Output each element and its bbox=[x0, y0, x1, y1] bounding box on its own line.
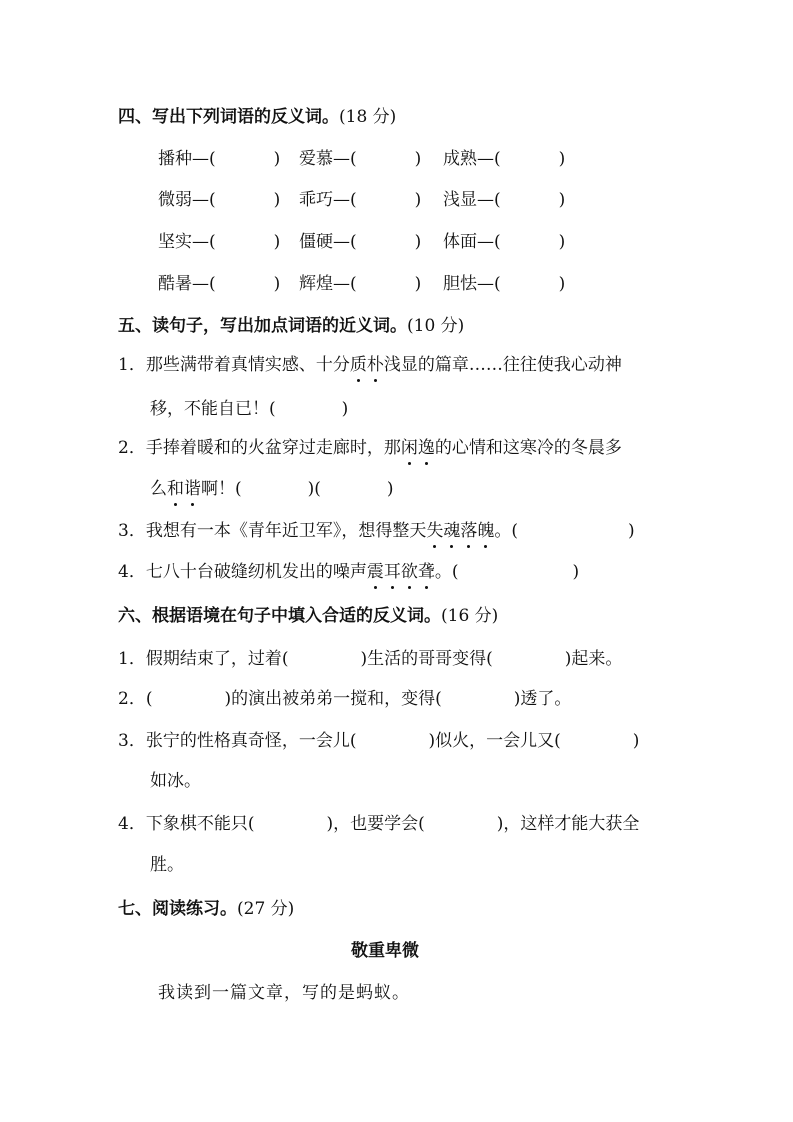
sentence-text: 的心情和这寒冷的冬晨多 bbox=[434, 438, 622, 458]
paren-close: ) bbox=[414, 149, 422, 169]
dotted-char: 欲 bbox=[400, 562, 418, 582]
sentence-text: 手捧着暖和的火盆穿过走廊时，那 bbox=[145, 438, 401, 458]
dotted-char: 闲 bbox=[400, 438, 418, 458]
dotted-char: 谐 bbox=[184, 479, 201, 499]
item-number: 1． bbox=[118, 649, 146, 669]
dotted-char: 失 bbox=[426, 521, 444, 541]
fill-item-3-line2: 如冰。 bbox=[150, 771, 201, 791]
sentence-text: 。( bbox=[494, 521, 518, 541]
dotted-char: 和 bbox=[167, 479, 184, 499]
section7-heading bbox=[118, 898, 294, 920]
sentence-text: 。( bbox=[434, 562, 459, 582]
antonym-cell bbox=[443, 231, 565, 253]
dotted-char: 魂 bbox=[443, 521, 461, 541]
dotted-char: 魄 bbox=[477, 521, 495, 541]
synonym-item-4 bbox=[118, 561, 579, 583]
paren-close: ) bbox=[558, 274, 566, 294]
sentence-text: 浅显的篇章……往往使我心动神 bbox=[383, 355, 622, 375]
sentence-text: 七八十台破缝纫机发出的噪声 bbox=[145, 562, 367, 582]
paren-close: ) bbox=[273, 190, 281, 210]
paren-close: ) bbox=[414, 274, 422, 294]
dotted-char: 聋 bbox=[417, 562, 435, 582]
section6-heading-text: 六、根据语境在句子中填入合适的反义词。 bbox=[118, 606, 441, 626]
paren-close: ) bbox=[273, 149, 281, 169]
dash-paren: —( bbox=[192, 274, 216, 294]
paren-close: ) bbox=[414, 190, 422, 210]
dotted-char: 逸 bbox=[417, 438, 435, 458]
antonym-cell bbox=[158, 273, 280, 295]
fill-item-1 bbox=[118, 648, 622, 670]
paren-close: ) bbox=[273, 232, 281, 252]
dash-paren: —( bbox=[192, 149, 216, 169]
sentence-text: )，也要学会( bbox=[326, 814, 425, 834]
antonym-word: 浅显 bbox=[443, 190, 477, 210]
sentence-text: )的演出被弟弟一搅和，变得( bbox=[224, 689, 442, 709]
dotted-char: 质 bbox=[349, 355, 367, 375]
antonym-cell bbox=[443, 273, 565, 295]
sentence-text: 移，不能自已！( bbox=[150, 399, 276, 419]
antonym-cell bbox=[158, 189, 280, 211]
dotted-char: 耳 bbox=[383, 562, 401, 582]
antonym-word: 坚实 bbox=[158, 232, 192, 252]
dotted-char: 落 bbox=[460, 521, 478, 541]
fill-item-4 bbox=[118, 813, 639, 835]
sentence-text: 假期结束了，过着( bbox=[145, 649, 289, 669]
antonym-cell bbox=[299, 273, 421, 295]
paren-close: ) bbox=[627, 521, 635, 541]
item-number: 2． bbox=[118, 438, 146, 458]
synonym-item-3 bbox=[118, 520, 635, 542]
paren-close: ) bbox=[341, 399, 349, 419]
paren-close: ) bbox=[273, 274, 281, 294]
article-title: 敬重卑微 bbox=[351, 941, 419, 961]
sentence-text: )起来。 bbox=[564, 649, 623, 669]
dash-paren: —( bbox=[333, 149, 357, 169]
antonym-word: 酷暑 bbox=[158, 274, 192, 294]
antonym-cell bbox=[299, 148, 421, 170]
section6-heading bbox=[118, 605, 498, 627]
fill-item-3 bbox=[118, 730, 639, 752]
paren-close: ) bbox=[307, 479, 315, 499]
paren-close: ) bbox=[414, 232, 422, 252]
dash-paren: —( bbox=[192, 232, 216, 252]
antonym-cell bbox=[299, 231, 421, 253]
dash-paren: —( bbox=[333, 274, 357, 294]
synonym-item-2-line2: 么和谐啊！( )( ) bbox=[150, 479, 394, 499]
sentence-text: 下象棋不能只( bbox=[145, 814, 255, 834]
antonym-cell bbox=[443, 189, 565, 211]
antonym-word: 辉煌 bbox=[299, 274, 333, 294]
section5-heading bbox=[118, 315, 464, 337]
dash-paren: —( bbox=[477, 149, 501, 169]
antonym-word: 爱慕 bbox=[299, 149, 333, 169]
dotted-word bbox=[367, 562, 435, 582]
antonym-word: 乖巧 bbox=[299, 190, 333, 210]
section5-heading-text: 五、读句子，写出加点词语的近义词。 bbox=[118, 316, 407, 336]
antonym-word: 胆怯 bbox=[443, 274, 477, 294]
sentence-text: )似火，一会儿又( bbox=[428, 731, 561, 751]
synonym-item-2 bbox=[118, 437, 622, 459]
sentence-text: )生活的哥哥变得( bbox=[360, 649, 493, 669]
item-number: 3． bbox=[118, 521, 146, 541]
dotted-word bbox=[426, 521, 494, 541]
antonym-cell bbox=[158, 148, 280, 170]
sentence-text: ( bbox=[145, 689, 153, 709]
dash-paren: —( bbox=[333, 190, 357, 210]
item-number: 4． bbox=[118, 562, 146, 582]
dash-paren: —( bbox=[333, 232, 357, 252]
antonym-word: 体面 bbox=[443, 232, 477, 252]
fill-item-2 bbox=[118, 688, 571, 710]
item-number: 4． bbox=[118, 814, 146, 834]
antonym-cell bbox=[443, 148, 565, 170]
dotted-word bbox=[167, 479, 201, 499]
dotted-char: 朴 bbox=[366, 355, 384, 375]
dotted-char: 震 bbox=[366, 562, 384, 582]
section7-points: (27 分) bbox=[237, 899, 295, 919]
dash-paren: —( bbox=[477, 274, 501, 294]
antonym-cell bbox=[158, 231, 280, 253]
antonym-word: 僵硬 bbox=[299, 232, 333, 252]
synonym-item-1 bbox=[118, 354, 622, 376]
sentence-text: ) bbox=[632, 731, 640, 751]
sentence-text: 张宁的性格真奇怪，一会儿( bbox=[145, 731, 357, 751]
dotted-word bbox=[401, 438, 435, 458]
antonym-word: 播种 bbox=[158, 149, 192, 169]
antonym-word: 成熟 bbox=[443, 149, 477, 169]
dash-paren: —( bbox=[477, 232, 501, 252]
paren-close: ) bbox=[572, 562, 580, 582]
dash-paren: —( bbox=[477, 190, 501, 210]
section5-points: (10 分) bbox=[407, 316, 465, 336]
antonym-cell bbox=[299, 189, 421, 211]
sentence-text: 啊！( bbox=[201, 479, 242, 499]
sentence-text: )，这样才能大获全 bbox=[496, 814, 640, 834]
sentence-text: )透了。 bbox=[513, 689, 572, 709]
section4-heading bbox=[118, 106, 396, 128]
section7-heading-text: 七、阅读练习。 bbox=[118, 899, 237, 919]
section6-points: (16 分) bbox=[441, 606, 499, 626]
item-number: 1． bbox=[118, 355, 146, 375]
synonym-item-1-line2 bbox=[150, 398, 348, 420]
dotted-word bbox=[350, 355, 384, 375]
paren-close: ) bbox=[558, 190, 566, 210]
section4-heading-text: 四、写出下列词语的反义词。 bbox=[118, 107, 339, 127]
sentence-text: 么 bbox=[150, 479, 167, 499]
dash-paren: —( bbox=[192, 190, 216, 210]
fill-item-4-line2: 胜。 bbox=[150, 855, 184, 875]
paren-close: ) bbox=[558, 232, 566, 252]
item-number: 2． bbox=[118, 689, 146, 709]
paren-close: ) bbox=[558, 149, 566, 169]
section4-points: (18 分) bbox=[339, 107, 397, 127]
item-number: 3． bbox=[118, 731, 146, 751]
sentence-text: 我想有一本《青年近卫军》，想得整天 bbox=[145, 521, 427, 541]
antonym-word: 微弱 bbox=[158, 190, 192, 210]
paren-close: ) bbox=[386, 479, 394, 499]
sentence-text: 那些满带着真情实感、十分 bbox=[145, 355, 350, 375]
article-first-line: 我读到一篇文章，写的是蚂蚁。 bbox=[158, 983, 410, 1003]
